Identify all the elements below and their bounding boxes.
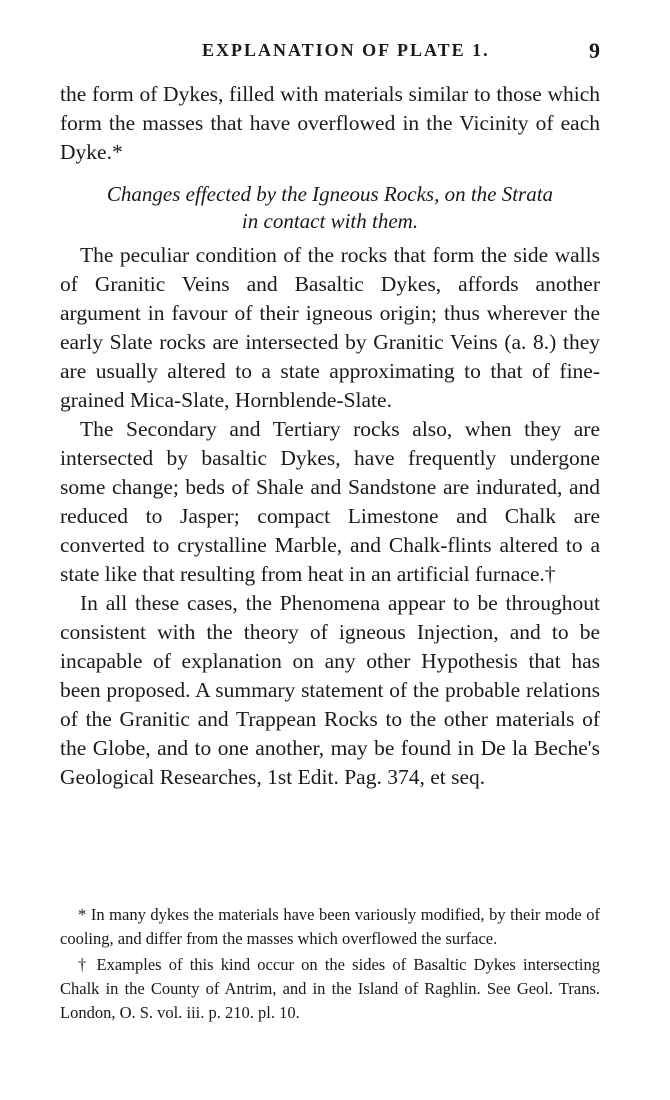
paragraph-phenomena: In all these cases, the Phenomena appear to be throughout consistent with the theory of igneous Injection, and to be incapable of explanation on any other Hypothesis that has been proposed. A summary statement of the probable relations of the Granitic and Trappean Rocks to the other materials of the Globe, and to one another, may be found in De la Beche's Geological Researches, 1st Edit. Pag. 374, et seq. [60,591,600,789]
page-number: 9 [589,38,600,63]
section-heading-line-2: in contact with them. [241,209,419,233]
section-heading-line-1: Changes effected by the Igneous Rocks, on the Strata [106,182,554,206]
paragraph-secondary-tertiary: The Secondary and Tertiary rocks also, when they are intersected by basaltic Dykes, have frequently undergone some change; beds of Shale and Sandstone are indurated, and reduced to Jasper; compact Limestone and Chalk are converted to crystalline Marble, and Chalk-flints altered to a state like that resulting from heat in an artificial furnace.† [60,417,600,586]
footnote-asterisk: * In many dykes the materials have been variously modified, by their mode of cooling, and differ from the masses which overflowed the surface. [60,905,600,948]
running-header [60,38,600,68]
running-title: EXPLANATION OF PLATE 1. [202,40,490,60]
body-text [60,80,600,792]
paragraph-side-walls: The peculiar condition of the rocks that form the side walls of Granitic Veins and Basaltic Dykes, affords another argument in favour of their igneous origin; thus wherever the early Slate rocks are intersected by Granitic Veins (a. 8.) they are usually altered to a state approximating to that of fine-grained Mica-Slate, Hornblende-Slate. [60,243,600,412]
footnotes [60,903,600,1027]
paragraph-continuation: the form of Dykes, filled with materials similar to those which form the masses that have overflowed in the Vicinity of each Dyke.* [60,82,600,164]
section-heading [60,181,600,235]
footnote-dagger: † Examples of this kind occur on the sides of Basaltic Dykes intersecting Chalk in the County of Antrim, and in the Island of Raghlin. See Geol. Trans. London, O. S. vol. iii. p. 210. pl. 10. [60,955,600,1022]
